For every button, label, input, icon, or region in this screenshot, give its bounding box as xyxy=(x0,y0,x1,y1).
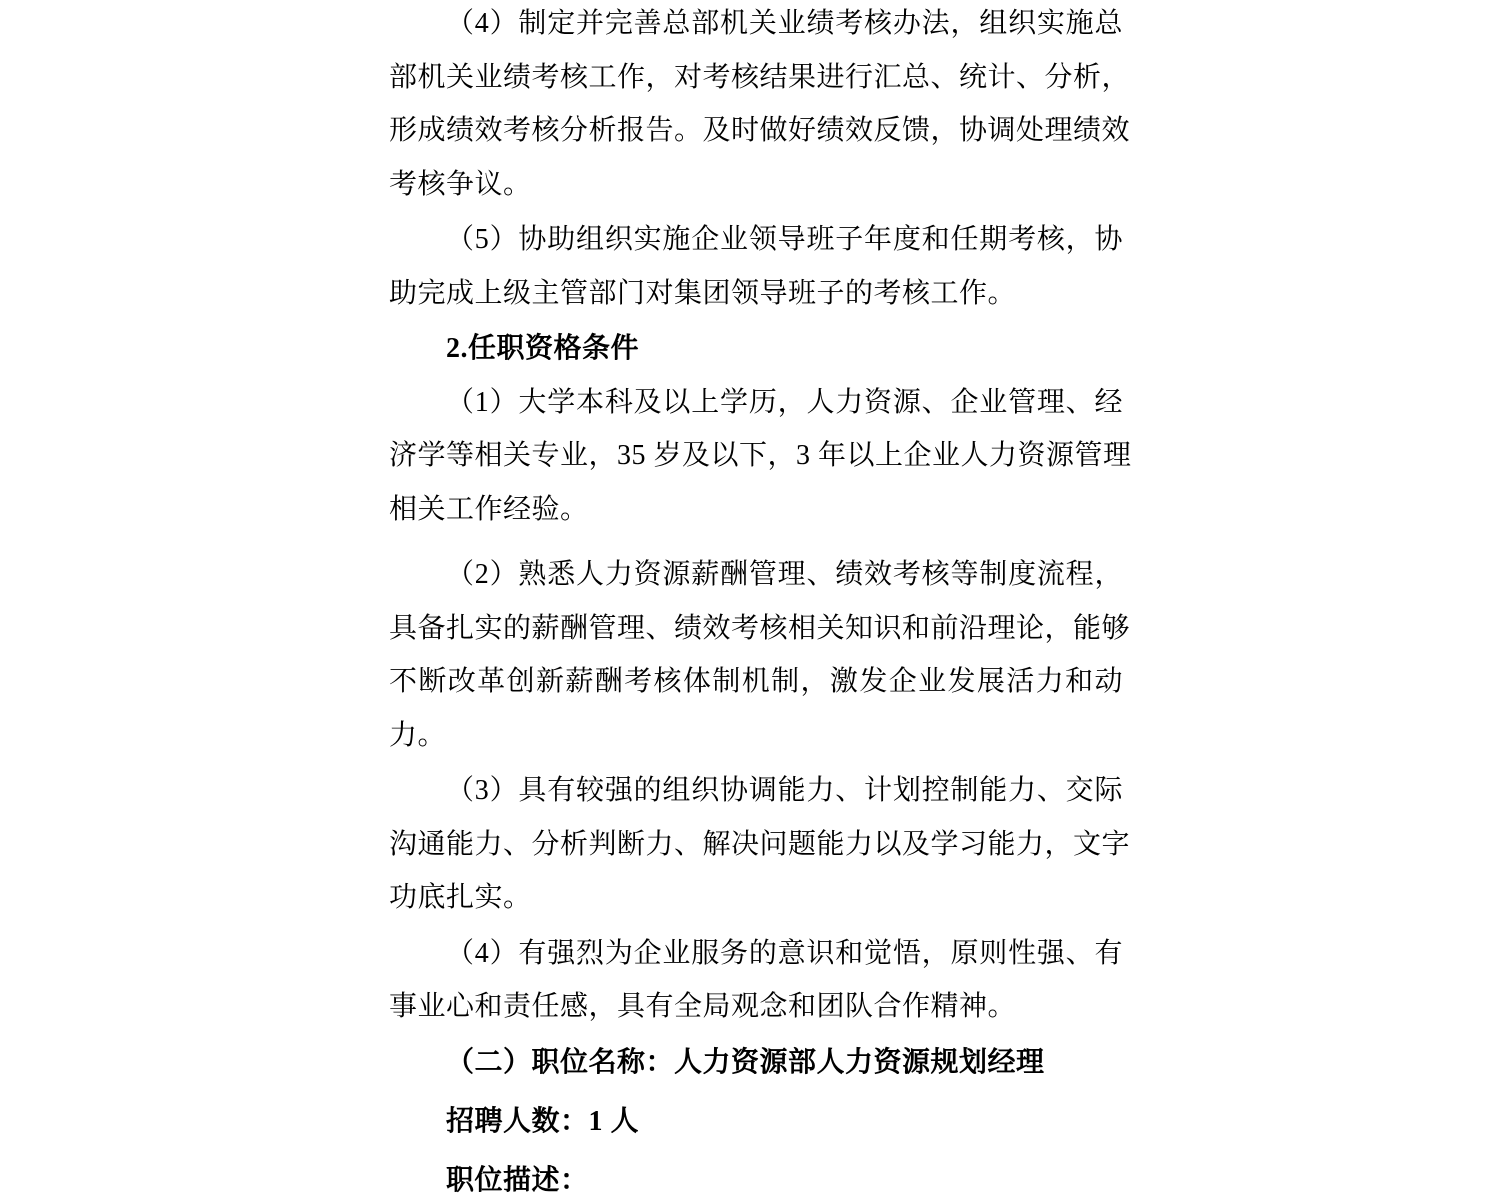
text-line: （4）有强烈为企业服务的意识和觉悟，原则性强、有 xyxy=(446,937,1123,969)
heading-line: 职位描述： xyxy=(446,1164,589,1196)
text-line: 形成绩效考核分析报告。及时做好绩效反馈，协调处理绩效 xyxy=(389,115,1131,146)
paragraph-qualification-3 xyxy=(389,764,1131,925)
text-line: 功底扎实。 xyxy=(389,882,532,913)
text-line: （2）熟悉人力资源薪酬管理、绩效考核等制度流程， xyxy=(446,559,1123,590)
text-line: 助完成上级主管部门对集团领导班子的考核工作。 xyxy=(389,277,1017,309)
paragraph-qualification-1 xyxy=(389,376,1132,537)
heading-recruit-count xyxy=(389,1095,1123,1149)
paragraph-qualification-2 xyxy=(389,548,1131,762)
text-line: 具备扎实的薪酬管理、绩效考核相关知识和前沿理论，能够 xyxy=(389,612,1131,644)
paragraph-duty-5 xyxy=(389,213,1123,320)
heading-position-name xyxy=(389,1036,1123,1090)
text-line: 相关工作经验。 xyxy=(389,493,589,525)
text-line: 事业心和责任感，具有全局观念和团队合作精神。 xyxy=(389,991,1017,1022)
heading-line: 招聘人数：1 人 xyxy=(446,1106,640,1137)
text-line: 力。 xyxy=(389,719,447,751)
text-line: （4）制定并完善总部机关业绩考核办法，组织实施总 xyxy=(446,8,1123,39)
paragraph-qualification-4 xyxy=(389,927,1123,1034)
heading-line: （二）职位名称：人力资源部人力资源规划经理 xyxy=(446,1046,1045,1078)
paragraph-duty-4 xyxy=(389,0,1131,211)
text-line: 部机关业绩考核工作，对考核结果进行汇总、统计、分析， xyxy=(389,61,1131,93)
heading-qualification-requirements xyxy=(389,322,1123,376)
text-line: （3）具有较强的组织协调能力、计划控制能力、交际 xyxy=(446,775,1123,806)
text-line: 不断改革创新薪酬考核体制机制，激发企业发展活力和动 xyxy=(389,666,1123,697)
document-text-block xyxy=(389,0,1132,1200)
text-line: 济学等相关专业，35 岁及以下，3 年以上企业人力资源管理 xyxy=(389,440,1132,471)
heading-line: 2.任职资格条件 xyxy=(446,333,640,364)
text-line: （5）协助组织实施企业领导班子年度和任期考核，协 xyxy=(446,224,1123,255)
text-line: （1）大学本科及以上学历，人力资源、企业管理、经 xyxy=(446,386,1123,418)
heading-job-description xyxy=(389,1154,1123,1200)
text-line: 考核争议。 xyxy=(389,168,532,200)
text-line: 沟通能力、分析判断力、解决问题能力以及学习能力，文字 xyxy=(389,828,1131,860)
